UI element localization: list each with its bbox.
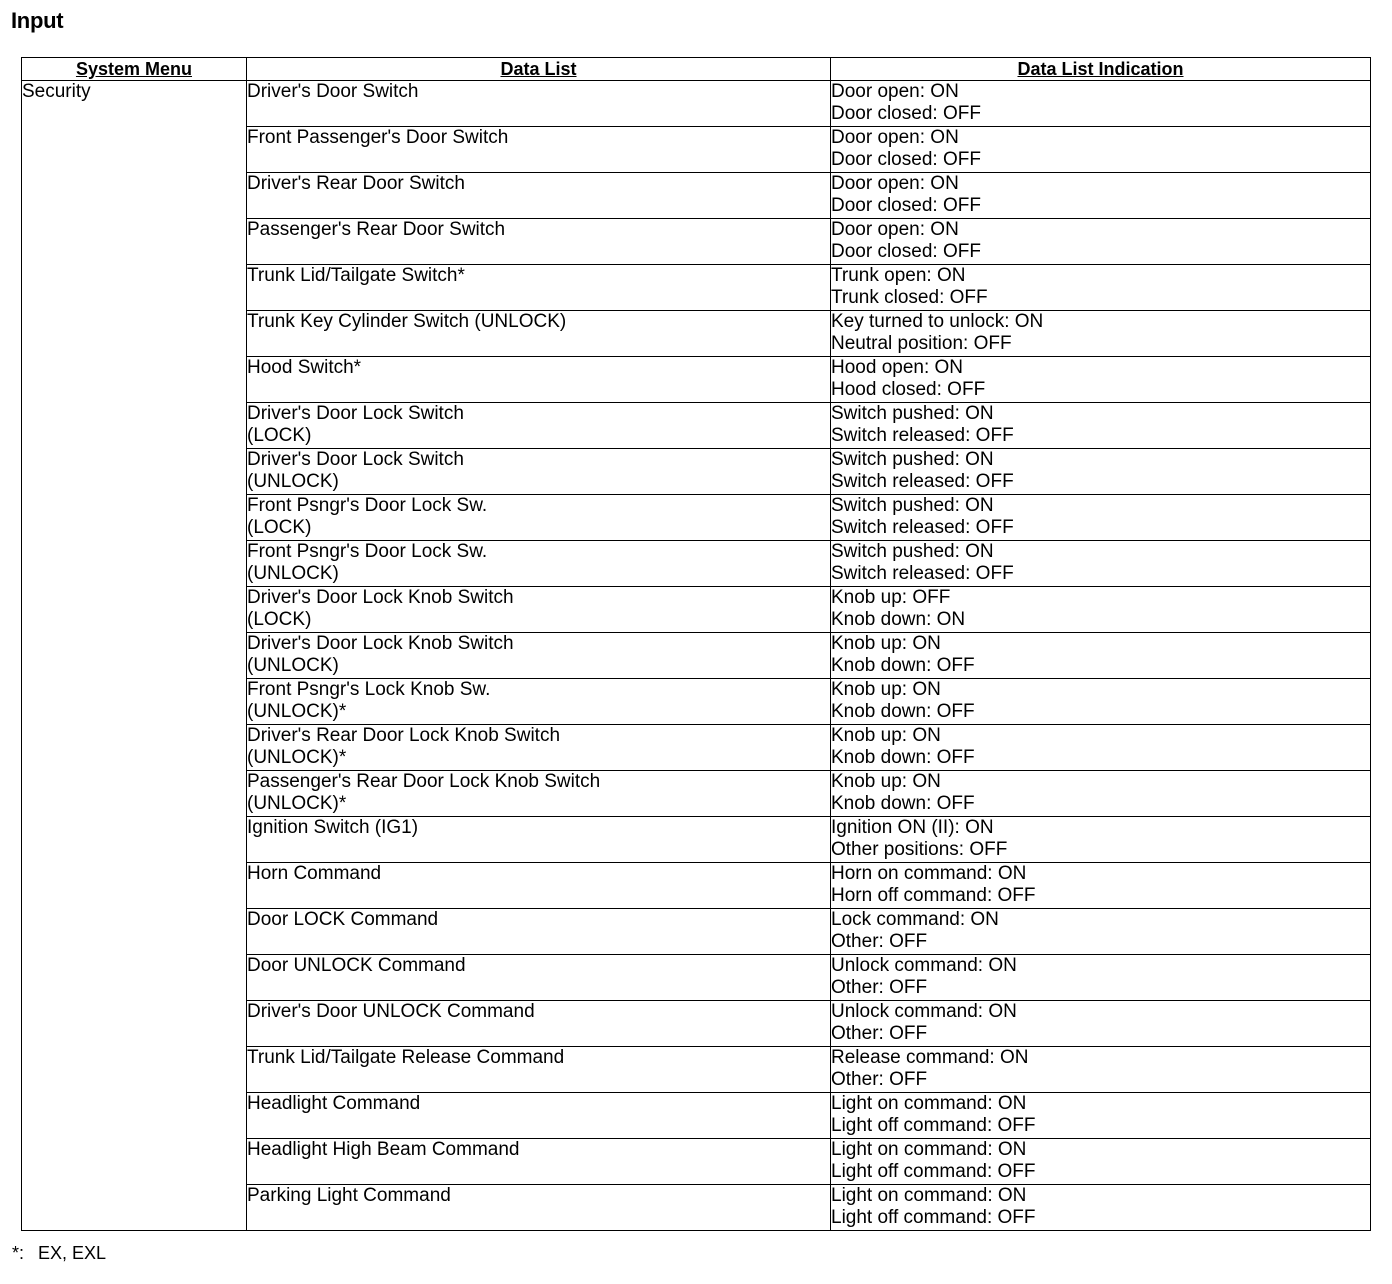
data-list-cell	[247, 817, 831, 863]
data-list-cell	[247, 81, 831, 127]
indication-cell	[831, 449, 1371, 495]
indication-line: Switch released: OFF	[831, 517, 1014, 538]
header-data-list: Data List	[247, 58, 831, 81]
header-system-menu: System Menu	[22, 58, 247, 81]
data-list-item-line: Passenger's Rear Door Switch	[247, 219, 506, 240]
indication-line: Switch pushed: ON	[831, 449, 994, 470]
indication-cell	[831, 495, 1371, 541]
indication-line: Switch pushed: ON	[831, 541, 994, 562]
data-list-item-line: (UNLOCK)	[247, 471, 339, 492]
indication-line: Knob down: ON	[831, 609, 966, 630]
table-body	[22, 81, 1371, 1231]
data-list-cell	[247, 173, 831, 219]
data-list-cell	[247, 219, 831, 265]
indication-line: Hood closed: OFF	[831, 379, 986, 400]
data-list-item-line: Trunk Lid/Tailgate Release Command	[247, 1047, 565, 1068]
indication-line: Knob down: OFF	[831, 655, 975, 676]
indication-line: Horn off command: OFF	[831, 885, 1036, 906]
indication-line: Release command: ON	[831, 1047, 1029, 1068]
data-list-item-line: Driver's Rear Door Switch	[247, 173, 465, 194]
data-list-item-line: Driver's Door Switch	[247, 81, 419, 102]
indication-line: Light on command: ON	[831, 1139, 1027, 1160]
data-list-item-line: Parking Light Command	[247, 1185, 451, 1206]
data-list-item-line: (UNLOCK)	[247, 655, 339, 676]
data-list-cell	[247, 587, 831, 633]
data-list-item-line: Horn Command	[247, 863, 382, 884]
indication-line: Other positions: OFF	[831, 839, 1008, 860]
data-list-cell	[247, 679, 831, 725]
data-list-cell	[247, 495, 831, 541]
table-header-row	[22, 58, 1371, 81]
data-list-cell	[247, 771, 831, 817]
data-list-cell	[247, 403, 831, 449]
data-list-cell	[247, 1093, 831, 1139]
indication-cell	[831, 587, 1371, 633]
data-list-cell	[247, 357, 831, 403]
data-list-cell	[247, 909, 831, 955]
indication-line: Door closed: OFF	[831, 103, 981, 124]
data-list-cell	[247, 1185, 831, 1231]
indication-line: Knob up: ON	[831, 633, 941, 654]
indication-line: Key turned to unlock: ON	[831, 311, 1044, 332]
indication-cell	[831, 219, 1371, 265]
indication-cell	[831, 1001, 1371, 1047]
data-list-cell	[247, 1139, 831, 1185]
data-list-item-line: Door LOCK Command	[247, 909, 439, 930]
data-list-item-line: Headlight High Beam Command	[247, 1139, 520, 1160]
indication-cell	[831, 1139, 1371, 1185]
indication-line: Knob down: OFF	[831, 747, 975, 768]
data-list-cell	[247, 541, 831, 587]
data-list-item-line: Ignition Switch (IG1)	[247, 817, 419, 838]
indication-line: Light off command: OFF	[831, 1115, 1036, 1136]
indication-cell	[831, 311, 1371, 357]
data-list-item-line: Front Psngr's Door Lock Sw.	[247, 541, 488, 562]
indication-line: Other: OFF	[831, 1023, 928, 1044]
indication-line: Ignition ON (II): ON	[831, 817, 994, 838]
indication-cell	[831, 955, 1371, 1001]
indication-cell	[831, 1185, 1371, 1231]
page-title: Input	[11, 8, 64, 33]
data-list-cell	[247, 311, 831, 357]
indication-line: Light on command: ON	[831, 1093, 1027, 1114]
data-list-item-line: Headlight Command	[247, 1093, 421, 1114]
data-list-item-line: (UNLOCK)*	[247, 747, 347, 768]
indication-line: Other: OFF	[831, 1069, 928, 1090]
indication-line: Door closed: OFF	[831, 195, 981, 216]
indication-line: Light off command: OFF	[831, 1161, 1036, 1182]
indication-line: Switch released: OFF	[831, 425, 1014, 446]
data-list-item-line: Front Psngr's Lock Knob Sw.	[247, 679, 491, 700]
data-list-item-line: (LOCK)	[247, 517, 312, 538]
data-list-cell	[247, 863, 831, 909]
indication-cell	[831, 909, 1371, 955]
indication-line: Switch pushed: ON	[831, 403, 994, 424]
data-list-item-line: Driver's Rear Door Lock Knob Switch	[247, 725, 561, 746]
data-list-item-line: (LOCK)	[247, 609, 312, 630]
data-list-table	[21, 57, 1371, 1231]
indication-line: Door open: ON	[831, 127, 959, 148]
data-list-item-line: Driver's Door Lock Knob Switch	[247, 587, 514, 608]
indication-cell	[831, 81, 1371, 127]
data-list-item-line: Passenger's Rear Door Lock Knob Switch	[247, 771, 601, 792]
table-row	[22, 81, 1371, 127]
indication-line: Door open: ON	[831, 173, 959, 194]
indication-line: Unlock command: ON	[831, 955, 1017, 976]
data-list-item-line: (UNLOCK)*	[247, 793, 347, 814]
indication-line: Unlock command: ON	[831, 1001, 1017, 1022]
indication-cell	[831, 817, 1371, 863]
indication-line: Knob up: ON	[831, 679, 941, 700]
indication-line: Door closed: OFF	[831, 241, 981, 262]
data-list-item-line: (LOCK)	[247, 425, 312, 446]
indication-line: Lock command: ON	[831, 909, 999, 930]
indication-cell	[831, 863, 1371, 909]
indication-line: Knob down: OFF	[831, 793, 975, 814]
footnote-marker: *:	[12, 1243, 25, 1263]
indication-cell	[831, 357, 1371, 403]
data-list-item-line: Trunk Key Cylinder Switch (UNLOCK)	[247, 311, 567, 332]
data-list-item-line: Hood Switch*	[247, 357, 362, 378]
data-list-cell	[247, 633, 831, 679]
data-list-item-line: Driver's Door Lock Knob Switch	[247, 633, 514, 654]
indication-cell	[831, 541, 1371, 587]
data-list-item-line: Driver's Door Lock Switch	[247, 449, 464, 470]
indication-line: Knob up: ON	[831, 725, 941, 746]
indication-cell	[831, 403, 1371, 449]
data-list-item-line: Driver's Door UNLOCK Command	[247, 1001, 535, 1022]
indication-line: Door open: ON	[831, 219, 959, 240]
indication-line: Switch pushed: ON	[831, 495, 994, 516]
indication-line: Light off command: OFF	[831, 1207, 1036, 1228]
indication-cell	[831, 679, 1371, 725]
data-list-cell	[247, 449, 831, 495]
indication-cell	[831, 725, 1371, 771]
data-list-item-line: Front Psngr's Door Lock Sw.	[247, 495, 488, 516]
footnote	[12, 1243, 106, 1264]
data-list-cell	[247, 127, 831, 173]
indication-line: Knob up: ON	[831, 771, 941, 792]
data-list-cell	[247, 1001, 831, 1047]
indication-cell	[831, 771, 1371, 817]
data-list-item-line: (UNLOCK)*	[247, 701, 347, 722]
data-list-item-line: Front Passenger's Door Switch	[247, 127, 509, 148]
data-list-cell	[247, 1047, 831, 1093]
indication-cell	[831, 633, 1371, 679]
data-list-item-line: (UNLOCK)	[247, 563, 339, 584]
system-menu-cell: Security	[22, 81, 247, 1231]
data-list-item-line: Door UNLOCK Command	[247, 955, 466, 976]
footnote-text: EX, EXL	[38, 1243, 107, 1263]
indication-line: Door open: ON	[831, 81, 959, 102]
indication-line: Horn on command: ON	[831, 863, 1027, 884]
indication-cell	[831, 1047, 1371, 1093]
indication-cell	[831, 265, 1371, 311]
indication-line: Hood open: ON	[831, 357, 964, 378]
indication-line: Light on command: ON	[831, 1185, 1027, 1206]
data-list-cell	[247, 725, 831, 771]
data-list-item-line: Trunk Lid/Tailgate Switch*	[247, 265, 465, 286]
indication-line: Door closed: OFF	[831, 149, 981, 170]
indication-line: Neutral position: OFF	[831, 333, 1012, 354]
header-data-list-indication: Data List Indication	[831, 58, 1371, 81]
indication-line: Trunk open: ON	[831, 265, 966, 286]
data-list-cell	[247, 955, 831, 1001]
indication-cell	[831, 1093, 1371, 1139]
indication-line: Other: OFF	[831, 977, 928, 998]
indication-line: Other: OFF	[831, 931, 928, 952]
indication-cell	[831, 173, 1371, 219]
indication-line: Switch released: OFF	[831, 563, 1014, 584]
indication-line: Trunk closed: OFF	[831, 287, 988, 308]
data-list-item-line: Driver's Door Lock Switch	[247, 403, 464, 424]
indication-line: Switch released: OFF	[831, 471, 1014, 492]
indication-line: Knob up: OFF	[831, 587, 951, 608]
data-list-cell	[247, 265, 831, 311]
indication-line: Knob down: OFF	[831, 701, 975, 722]
indication-cell	[831, 127, 1371, 173]
